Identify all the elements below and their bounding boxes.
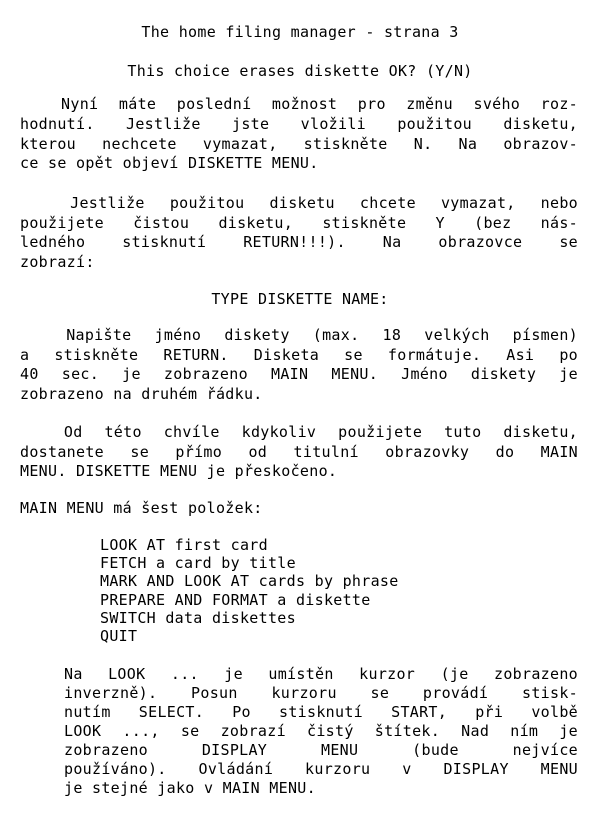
paragraph-line: používáno). Ovládání kurzoru v DISPLAY MENU <box>64 760 578 778</box>
menu-item: MARK AND LOOK AT cards by phrase <box>100 572 399 590</box>
paragraph-line: Napište jméno diskety (max. 18 velkých písmen) <box>20 326 578 344</box>
main-menu-intro: MAIN MENU má šest položek: <box>20 499 263 517</box>
paragraph-line: hodnutí. Jestliže jste vložili použitou disketu, <box>20 115 578 133</box>
paragraph-line: zobrazí: <box>20 253 95 271</box>
paragraph-line: LOOK ..., se zobrazí čistý štítek. Nad ním je <box>64 722 578 740</box>
paragraph-line: kterou nechcete vymazat, stiskněte N. Na obrazov- <box>20 135 578 153</box>
paragraph-line: zobrazeno DISPLAY MENU (bude nejvíce <box>64 741 578 759</box>
paragraph-line: MENU. DISKETTE MENU je přeskočeno. <box>20 462 338 480</box>
paragraph-line: nutím SELECT. Po stisknutí START, při volbě <box>64 703 578 721</box>
menu-item: FETCH a card by title <box>100 554 296 572</box>
paragraph-line: ledného stisknutí RETURN!!!). Na obrazovce se <box>20 233 578 251</box>
menu-item: PREPARE AND FORMAT a diskette <box>100 591 371 609</box>
page-title: The home filing manager - strana 3 <box>141 23 459 41</box>
paragraph-line: zobrazeno na druhém řádku. <box>20 385 263 403</box>
paragraph-line: Od této chvíle kdykoliv použijete tuto disketu, <box>20 423 578 441</box>
paragraph-line: a stiskněte RETURN. Disketa se formátuje. Asi po <box>20 346 578 364</box>
paragraph-line: je stejné jako v MAIN MENU. <box>64 779 316 797</box>
paragraph-line: použijete čistou disketu, stiskněte Y (bez nás- <box>20 214 578 232</box>
paragraph-line: dostanete se přímo od titulní obrazovky do MAIN <box>20 443 578 461</box>
paragraph-line: 40 sec. je zobrazeno MAIN MENU. Jméno diskety je <box>20 365 578 383</box>
paragraph-line: inverzně). Posun kurzoru se provádí stisk- <box>64 684 578 702</box>
paragraph-line: Na LOOK ... je umístěn kurzor (je zobrazeno <box>64 665 578 683</box>
paragraph-line: Nyní máte poslední možnost pro změnu svého roz- <box>20 95 578 113</box>
type-diskette-name-label: TYPE DISKETTE NAME: <box>211 290 389 308</box>
paragraph-line: Jestliže použitou disketu chcete vymazat, nebo <box>20 194 578 212</box>
menu-item: QUIT <box>100 627 138 645</box>
menu-item: SWITCH data diskettes <box>100 609 296 627</box>
paragraph-line: ce se opět objeví DISKETTE MENU. <box>20 154 319 172</box>
erase-prompt: This choice erases diskette OK? (Y/N) <box>127 62 473 80</box>
menu-item: LOOK AT first card <box>100 536 268 554</box>
